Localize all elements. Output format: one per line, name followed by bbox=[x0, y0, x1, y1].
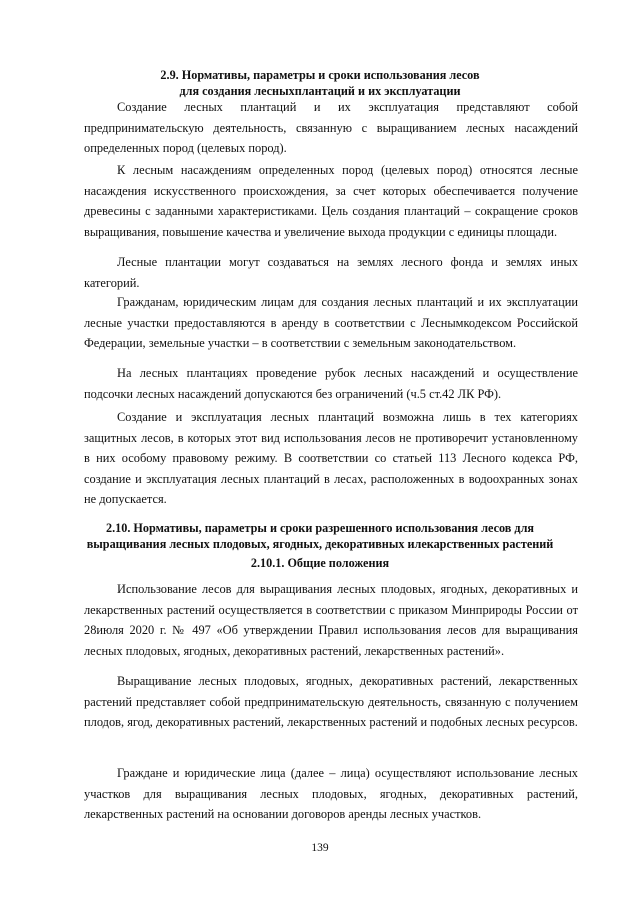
paragraph-land-categories: Лесные плантации могут создаваться на землях лесного фонда и землях иных категорий. bbox=[84, 255, 578, 290]
section-2-9-heading-line1: 2.9. Нормативы, параметры и сроки использования лесов bbox=[160, 68, 480, 82]
paragraph-plantations-definition: Создание лесных плантаций и их эксплуатация представляют собой предпринимательскую деятельность, связанную с выращиванием лесных насаждений определенных пород (целевых пород). bbox=[84, 100, 578, 156]
page-number: 139 bbox=[311, 842, 329, 854]
paragraph-protective-forests: Создание и эксплуатация лесных плантаций возможна лишь в тех категориях защитных лесов, в которых этот вид использования лесов не противоречит установленному в них особому правовому режиму. В соответствии со статьей 113 Лесного кодекса РФ, создание и эксплуатация лесных плантаций в лесах, расположенных в водоохранных зонах не допускается. bbox=[84, 410, 578, 507]
paragraph-felling-rules: На лесных плантациях проведение рубок лесных насаждений и осуществление подсочки лесных насаждений допускаются без ограничений (ч.5 ст.42 ЛК РФ). bbox=[84, 366, 578, 401]
paragraph-lease-provision: Гражданам, юридическим лицам для создания лесных плантаций и их эксплуатации лесные участки предоставляются в аренду в соответствии с Леснымкодексом Российской Федерации, земельные участки – в соответствии с земельным законодательством. bbox=[84, 295, 578, 351]
paragraph-legal-basis: Использование лесов для выращивания лесных плодовых, ягодных, декоративных и лекарственных растений осуществляется в соответствии с приказом Минприроды России от 28июля 2020 г. № 497 «Об утверждении Правил использования лесов для выращивания лесных плодовых, ягодных, декоративных растений, лекарственных растений». bbox=[84, 582, 578, 658]
section-2-10-heading bbox=[60, 521, 580, 552]
section-2-10-heading-line1: 2.10. Нормативы, параметры и сроки разрешенного использования лесов для bbox=[105, 521, 535, 535]
section-2-10-heading-line2: выращивания лесных плодовых, ягодных, декоративных илекарственных растений bbox=[86, 536, 554, 551]
section-2-9-heading bbox=[60, 68, 580, 99]
section-2-10-1-subheading: 2.10.1. Общие положения bbox=[250, 556, 390, 570]
section-2-9-heading-line2: для создания лесныхплантаций и их эксплуатации bbox=[179, 83, 461, 98]
paragraph-lease-agreements: Граждане и юридические лица (далее – лица) осуществляют использование лесных участков для выращивания лесных плодовых, ягодных, декоративных растений, лекарственных растений на основании договоров аренды лесных участков. bbox=[84, 766, 578, 822]
paragraph-target-species: К лесным насаждениям определенных пород (целевых пород) относятся лесные насаждения искусственного происхождения, за счет которых обеспечивается получение древесины с заданными характеристиками. Цель создания плантаций – сокращение сроков выращивания, повышение качества и увеличение выхода продукции с единицы площади. bbox=[84, 163, 578, 239]
paragraph-cultivation-definition: Выращивание лесных плодовых, ягодных, декоративных растений, лекарственных растений представляет собой предпринимательскую деятельность, связанную с получением плодов, ягод, декоративных растений, лекарственных растений и подобных лесных ресурсов. bbox=[84, 674, 578, 730]
